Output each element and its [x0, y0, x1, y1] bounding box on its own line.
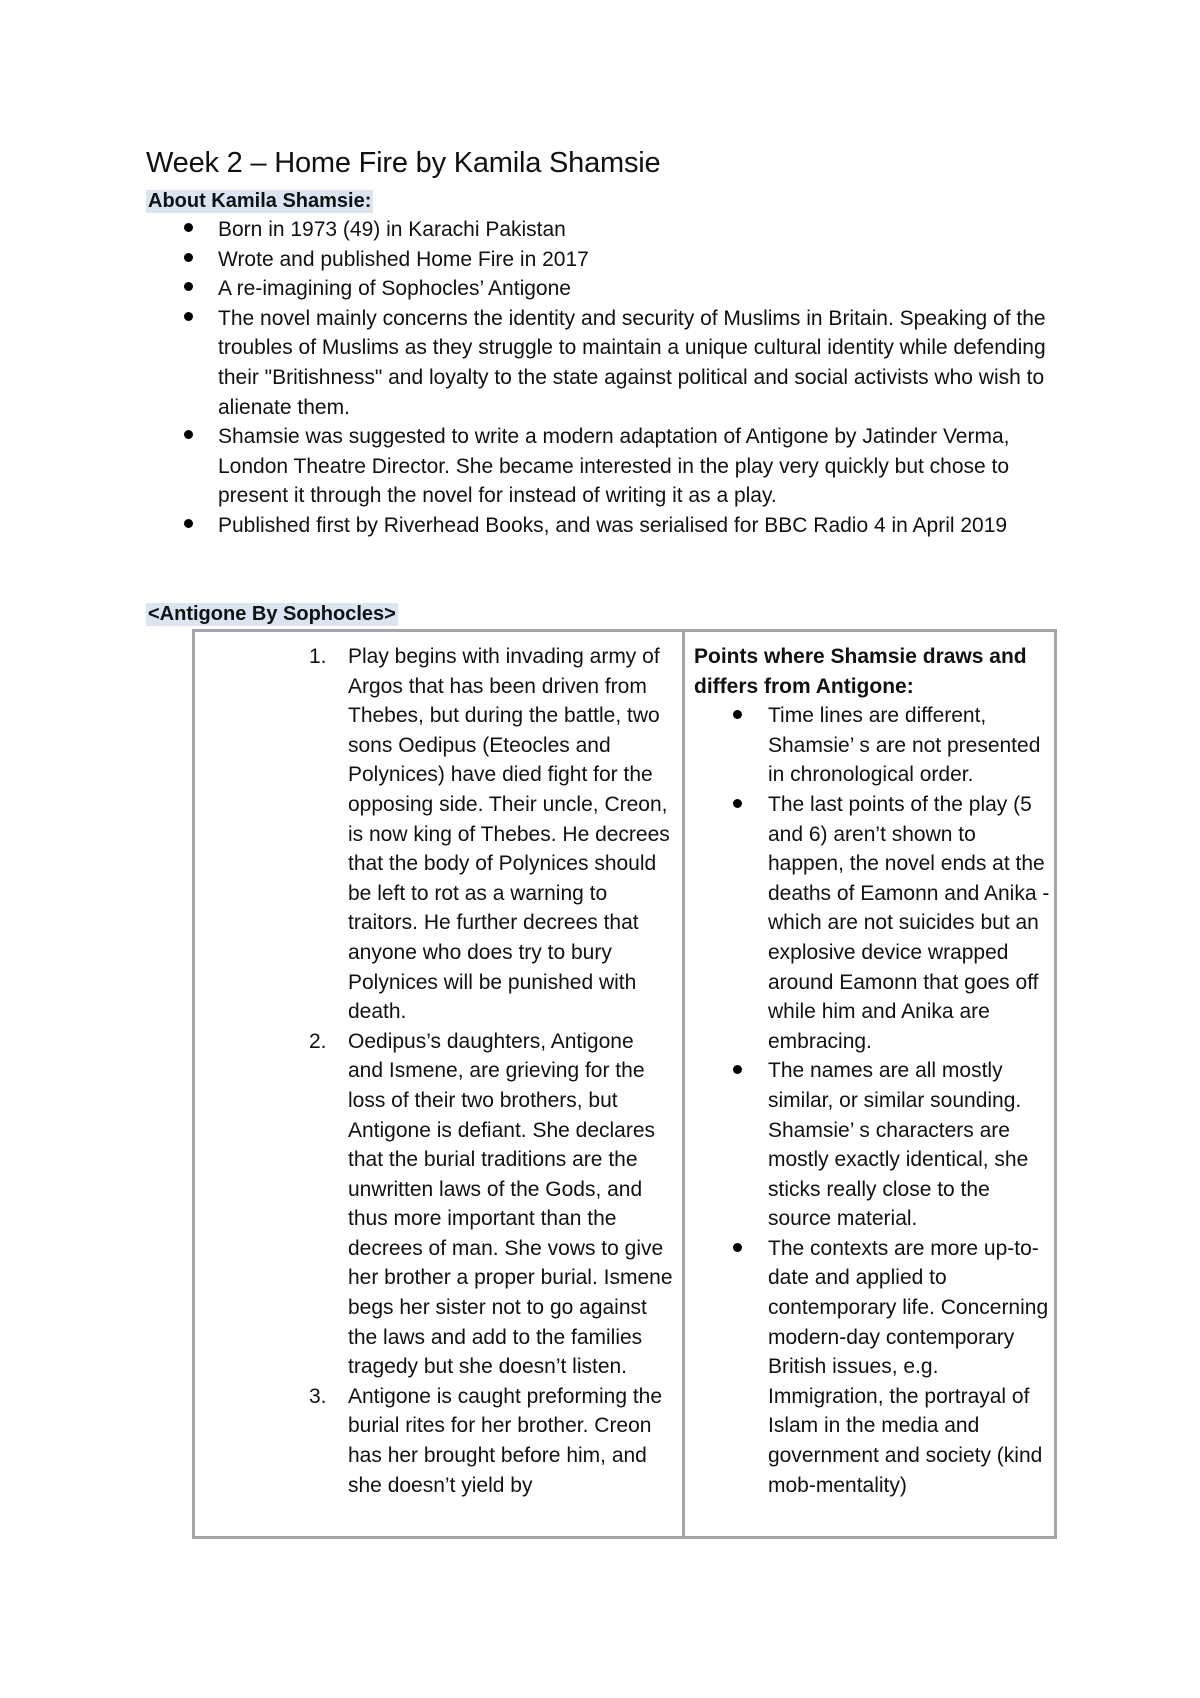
about-bullet: A re-imagining of Sophocles’ Antigone [175, 274, 1075, 304]
document-title: Week 2 – Home Fire by Kamila Shamsie [146, 147, 661, 179]
about-bullet: Published first by Riverhead Books, and was serialised for BBC Radio 4 in April 2019 [175, 511, 1075, 541]
antigone-section-heading: <Antigone By Sophocles> [148, 603, 396, 625]
comparison-bullet: Time lines are different, Shamsie’ s are not presented in chronological order. [694, 701, 1054, 790]
about-bullet: The novel mainly concerns the identity and security of Muslims in Britain. Speaking of the troubles of Muslims as they struggle to maintain a unique cultural identity while defending their "Britishness" and loyalty to the state against political and social activists who wish to alienate them. [175, 304, 1075, 422]
comparison-bullet: The contexts are more up-to-date and applied to contemporary life. Concerning modern-day contemporary British issues, e.g. Immigration, the portrayal of Islam in the media and government and society (kind mob-mentality) [694, 1234, 1054, 1500]
about-bullet-list [175, 215, 1075, 541]
plot-summary-text: Antigone is caught preforming the burial rites for her brother. Creon has her brought before him, and she doesn’t yield by [348, 1384, 663, 1497]
list-number: 3. [309, 1384, 327, 1408]
comparison-table [192, 629, 1057, 1539]
comparison-heading: Points where Shamsie draws and differs from Antigone: [694, 645, 1027, 698]
about-heading: About Kamila Shamsie: [148, 190, 372, 212]
plot-summary-list [195, 642, 682, 1500]
plot-summary-text: Play begins with invading army of Argos that has been driven from Thebes, but during the battle, two sons Oedipus (Eteocles and Polynices) have died fight for the opposing side. Their uncle, Creon, is now king of Thebes. He decrees that the body of Polynices should be left to rot as a warning to traitors. He further decrees that anyone who does try to bury Polynices will be punished with death. [348, 645, 670, 1024]
about-bullet: Born in 1973 (49) in Karachi Pakistan [175, 215, 1075, 245]
table-column-divider [682, 632, 685, 1536]
list-number: 2. [309, 1029, 327, 1053]
about-bullet: Wrote and published Home Fire in 2017 [175, 245, 1075, 275]
plot-summary-item [195, 642, 682, 1027]
comparison-column [694, 642, 1054, 1500]
list-number: 1. [309, 645, 327, 668]
plot-summary-text: Oedipus’s daughters, Antigone and Ismene, are grieving for the loss of their two brothers, but Antigone is defiant. She declares that the burial traditions are the unwritten laws of the Gods, and thus more important than the decrees of man. She vows to give her brother a proper burial. Ismene begs her sister not to go against the laws and add to the families tragedy but she doesn’t listen. [348, 1029, 673, 1379]
plot-summary-item [195, 1027, 682, 1382]
about-bullet: Shamsie was suggested to write a modern adaptation of Antigone by Jatinder Verma, London Theatre Director. She became interested in the play very quickly but chose to present it through the novel for instead of writing it as a play. [175, 422, 1075, 511]
plot-summary-column [195, 642, 682, 1500]
comparison-bullet-list [694, 701, 1054, 1500]
plot-summary-item [195, 1382, 682, 1500]
comparison-bullet: The last points of the play (5 and 6) aren’t shown to happen, the novel ends at the deaths of Eamonn and Anika - which are not suicides but an explosive device wrapped around Eamonn that goes off while him and Anika are embracing. [694, 790, 1054, 1056]
comparison-bullet: The names are all mostly similar, or similar sounding. Shamsie’ s characters are mostly exactly identical, she sticks really close to the source material. [694, 1056, 1054, 1234]
